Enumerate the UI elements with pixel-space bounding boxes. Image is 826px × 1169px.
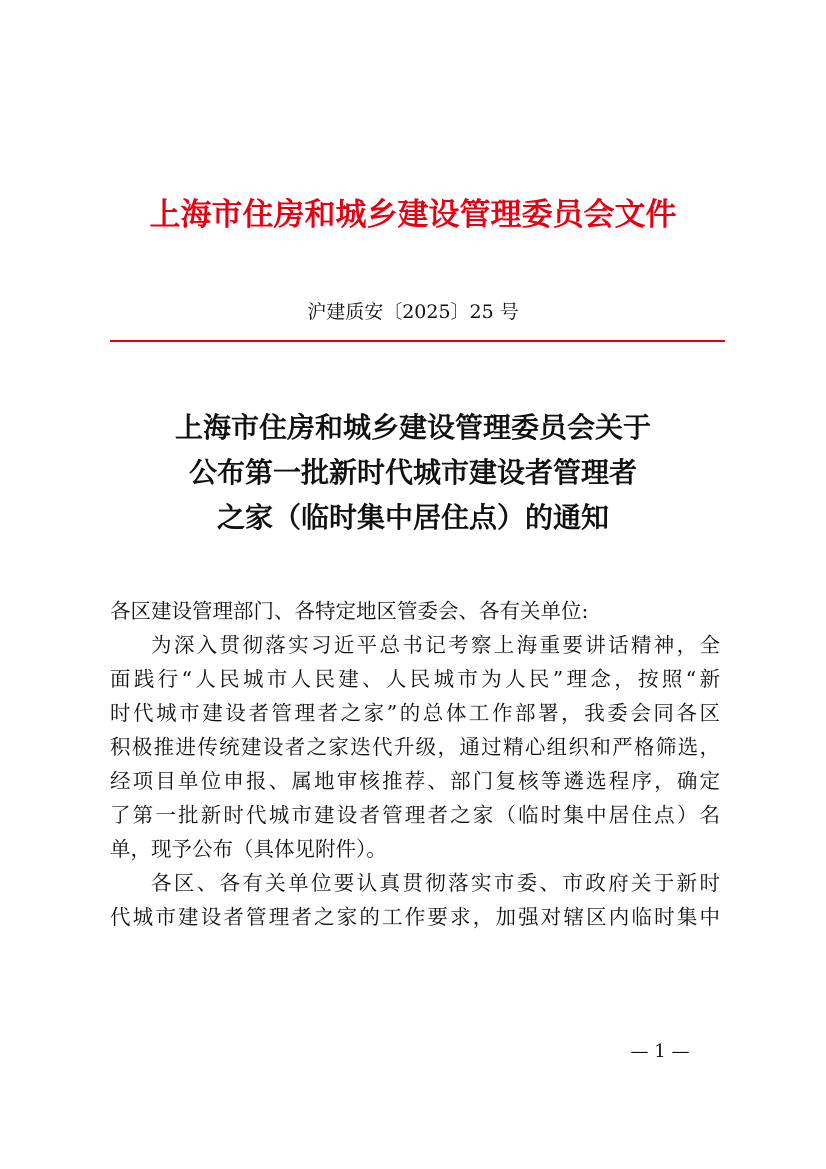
page-number: — 1 —	[630, 1041, 690, 1062]
salutation: 各区建设管理部门、各特定地区管委会、各有关单位:	[110, 599, 589, 623]
paragraph-line: 积极推进传统建设者之家迭代升级，通过精心组织和严格筛选，	[110, 735, 720, 759]
paragraph-line: 各区、各有关单位要认真贯彻落实市委、市政府关于新时	[151, 871, 720, 895]
document-body	[110, 594, 720, 934]
title-line: 公布第一批新时代城市建设者管理者	[188, 456, 637, 489]
title-line: 上海市住房和城乡建设管理委员会关于	[174, 411, 651, 444]
document-number: 沪建质安〔2025〕25 号	[307, 301, 519, 323]
paragraph-line: 代城市建设者管理者之家的工作要求，加强对辖区内临时集中	[110, 905, 720, 929]
paragraph-line: 时代城市建设者管理者之家”的总体工作部署，我委会同各区	[110, 701, 720, 725]
paragraph-line: 为深入贯彻落实习近平总书记考察上海重要讲话精神，全	[151, 633, 720, 657]
paragraph-line: 了第一批新时代城市建设者管理者之家（临时集中居住点）名	[110, 803, 720, 827]
document-title	[0, 405, 826, 540]
paragraph-line: 经项目单位申报、属地审核推荐、部门复核等遴选程序，确定	[110, 769, 720, 793]
issuer-header: 上海市住房和城乡建设管理委员会文件	[149, 197, 677, 233]
paragraph-line: 单，现予公布（具体见附件）。	[110, 837, 387, 861]
paragraph-line: 面践行“人民城市人民建、人民城市为人民”理念，按照“新	[110, 667, 720, 691]
title-line: 之家（临时集中居住点）的通知	[216, 501, 609, 534]
red-separator-rule	[110, 340, 725, 342]
